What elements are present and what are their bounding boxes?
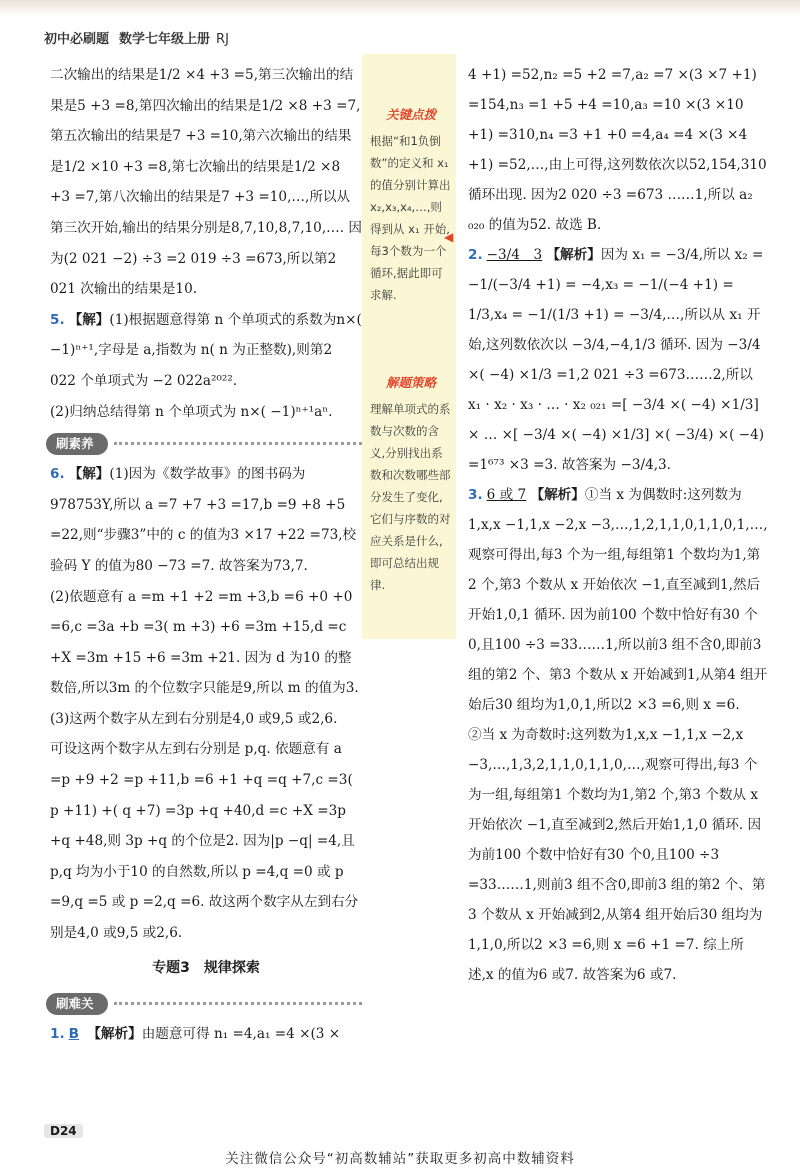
dotted-divider [114, 1002, 362, 1005]
page-header [44, 28, 229, 47]
solution-label: 【解】 [68, 466, 110, 483]
q6-part-1: (1)因为《数学故事》的图书码为978753Y,所以 a =7 +7 +3 =17,b =9 +8 +5 =22,则“步骤3”中的 c 的值为3 ×17 +22 =73,校验码 Y 的值为80 −73 =7. 故答案为73,7. [50, 466, 357, 574]
q3-part-2: ②当 x 为奇数时:这列数为1,x,x −1,1,x −2,x −3,…,1,3,2,1,1,0,1,1,0,…,观察可得出,每3 个为一组,每组第1 个数均为1,第2 个,第3 个数从 x 开始依次 −1,直至减到2,然后开始1,1,0 循环. 因为前100 个数中恰好有30 个0,且100 ÷3 =33……1,则前3 组不含0,即前3 组的第2 个、第3 个数从 x 开始减到2,从第4 组开始后30 组均为1,1,0,所以2 ×3 =6,则 x =6 +1 =7. 综上所述,x 的值为6 或7. 故答案为6 或7. [468, 727, 766, 983]
tip-title: 关键点拨 [385, 107, 436, 122]
q6-part-3: (3)这两个数字从左到右分别是4,0 或9,5 或2,6. [50, 710, 338, 727]
book-name: 初中必刷题 [44, 32, 110, 47]
top-band [0, 0, 800, 16]
q1-continuation: 4 +1) =52,n₂ =5 +2 =7,a₂ =7 ×(3 ×7 +1) =154,n₃ =1 +5 +4 =10,a₃ =10 ×(3 ×10 +1) =310,n₄ =3 +1 +0 =4,a₄ =4 ×(3 ×4 +1) =52,…,由上可得,这列数依次以52,154,310 循环出现. 因为2 020 ÷3 =673 ……1,所以 a₂ ₀₂₀ 的值为52. 故选 B. [468, 67, 767, 233]
analysis-label: 【解析】 [546, 247, 601, 263]
tip-body: 根据“和1负倒数”的定义和 x₁ 的值分别计算出 x₂,x₃,x₄,…,则得到从 x₁ 开始,每3个数为一个循环,据此即可求解. [370, 134, 451, 302]
question-number: 6. [50, 466, 65, 483]
question-3 [468, 480, 768, 720]
answer-key: 6 或 7 [486, 487, 527, 503]
tip-key-points [370, 104, 452, 306]
arrow-left-icon: ◀ [444, 230, 454, 244]
section-banner: 刷素养 [46, 433, 108, 455]
right-column [468, 60, 768, 990]
left-continuation: 二次输出的结果是1/2 ×4 +3 =5,第三次输出的结果是5 +3 =8,第四次输出的结果是1/2 ×8 +3 =7,第五次输出的结果是7 +3 =10,第六次输出的结果是1/2 ×10 +3 =8,第七次输出的结果是1/2 ×8 +3 =7,第八次输出的结果是7 +3 =10,…,所以从第三次开始,输出的结果分别是8,7,10,8,7,10,…. 因为(2 021 −2) ÷3 =2 019 ÷3 =673,所以第2 021 次输出的结果是10. [50, 67, 362, 298]
answer-key: −3/4 3 [486, 247, 543, 263]
answer-key: B [68, 1026, 79, 1043]
question-2 [468, 240, 768, 480]
question-number: 2. [468, 247, 483, 263]
tip-body: 理解单项式的系数与次数的含义,分别找出系数和次数哪些部分发生了变化,它们与序数的对应关系是什么,即可总结出规律. [370, 402, 451, 592]
question-6 [50, 459, 362, 581]
q5-part-1: (1)根据题意得第 n 个单项式的系数为n×( −1)ⁿ⁺¹,字母是 a,指数为 n( n 为正整数),则第2 022 个单项式为 −2 022a²⁰²². [50, 311, 362, 389]
q6-part-2: (2)依题意有 a =m +1 +2 =m +3,b =6 +0 +0 =6,c =3a +b =3( m +3) +6 =3m +15,d =c +X =3m +15 +6 =3m +21. 因为 d 为10 的整数倍,所以3m 的个位数字只能是9,所以 m 的值为3. [50, 588, 359, 697]
page-number: D24 [44, 1124, 83, 1138]
question-number: 3. [468, 487, 483, 503]
banner-row [50, 427, 362, 459]
q1-text: 由题意可得 n₁ =4,a₁ =4 ×(3 × [141, 1026, 341, 1043]
tip-title: 解题策略 [385, 375, 436, 390]
question-number: 5. [50, 311, 65, 328]
dotted-divider [114, 442, 362, 445]
section-title: 专题3 规律探索 [152, 959, 260, 976]
footer-note: 关注微信公众号“初高数辅站”获取更多初高中数辅资料 [225, 1151, 575, 1167]
tip-strategy [370, 372, 452, 596]
banner-row [50, 987, 362, 1019]
q6-part-4: 可设这两个数字从左到右分别是 p,q. 依题意有 a =p +9 +2 =p +11,b =6 +1 +q =q +7,c =3( p +11) +( q +7) =3p +q +40,d =c +X =3p +q +48,则 3p +q 的个位是2. 因为|p −q| =4,且 p,q 均为小于10 的自然数,所以 p =4,q =0 或 p =9,q =5 或 p =2,q =6. 故这两个数字从左到右分别是4,0 或9,5 或2,6. [50, 741, 359, 942]
solution-label: 【解】 [68, 311, 110, 328]
analysis-label: 【解析】 [87, 1026, 142, 1043]
q3-part-1: ①当 x 为偶数时:这列数为1,x,x −1,1,x −2,x −3,…,1,2,1,1,0,1,1,0,1,…,观察可得出,每3 个为一组,每组第1 个数均为1,第2 个,第3 个数从 x 开始依次 −1,直至减到1,然后开始1,0,1 循环. 因为前100 个数中恰好有30 个0,且100 ÷3 =33……1,所以前3 组不含0,即前3 组的第2 个、第3 个数从 x 开始减到1,从第4 组开始后30 组均为1,0,1,所以2 ×3 =6,则 x =6. [468, 487, 768, 713]
left-column [50, 60, 362, 1050]
section-banner: 刷难关 [46, 993, 108, 1015]
question-number: 1. [50, 1026, 65, 1043]
q2-text: 因为 x₁ = −3/4,所以 x₂ = −1/(−3/4 +1) = −4,x₃ = −1/(−4 +1) = 1/3,x₄ = −1/(1/3 +1) = −3/4,…,所以从 x₁ 开始,这列数依次以 −3/4,−4,1/3 循环. 因为 −3/4 ×( −4) ×1/3 =1,2 021 ÷3 =673……2,所以 x₁ · x₂ · x₃ · … · x₂ ₀₂₁ =[ −3/4 ×( −4) ×1/3] × … ×[ −3/4 ×( −4) ×1/3] ×( −3/4) ×( −4) =1⁶⁷³ ×3 =3. 故答案为 −3/4,3. [468, 247, 765, 473]
q5-part-2: (2)归纳总结得第 n 个单项式为 n×( −1)ⁿ⁺¹aⁿ. [50, 403, 333, 420]
subject-name: 数学七年级上册 [119, 32, 211, 47]
edition-tag: RJ [216, 32, 229, 47]
question-1 [50, 1019, 362, 1050]
question-5 [50, 305, 362, 397]
analysis-label: 【解析】 [530, 487, 585, 503]
